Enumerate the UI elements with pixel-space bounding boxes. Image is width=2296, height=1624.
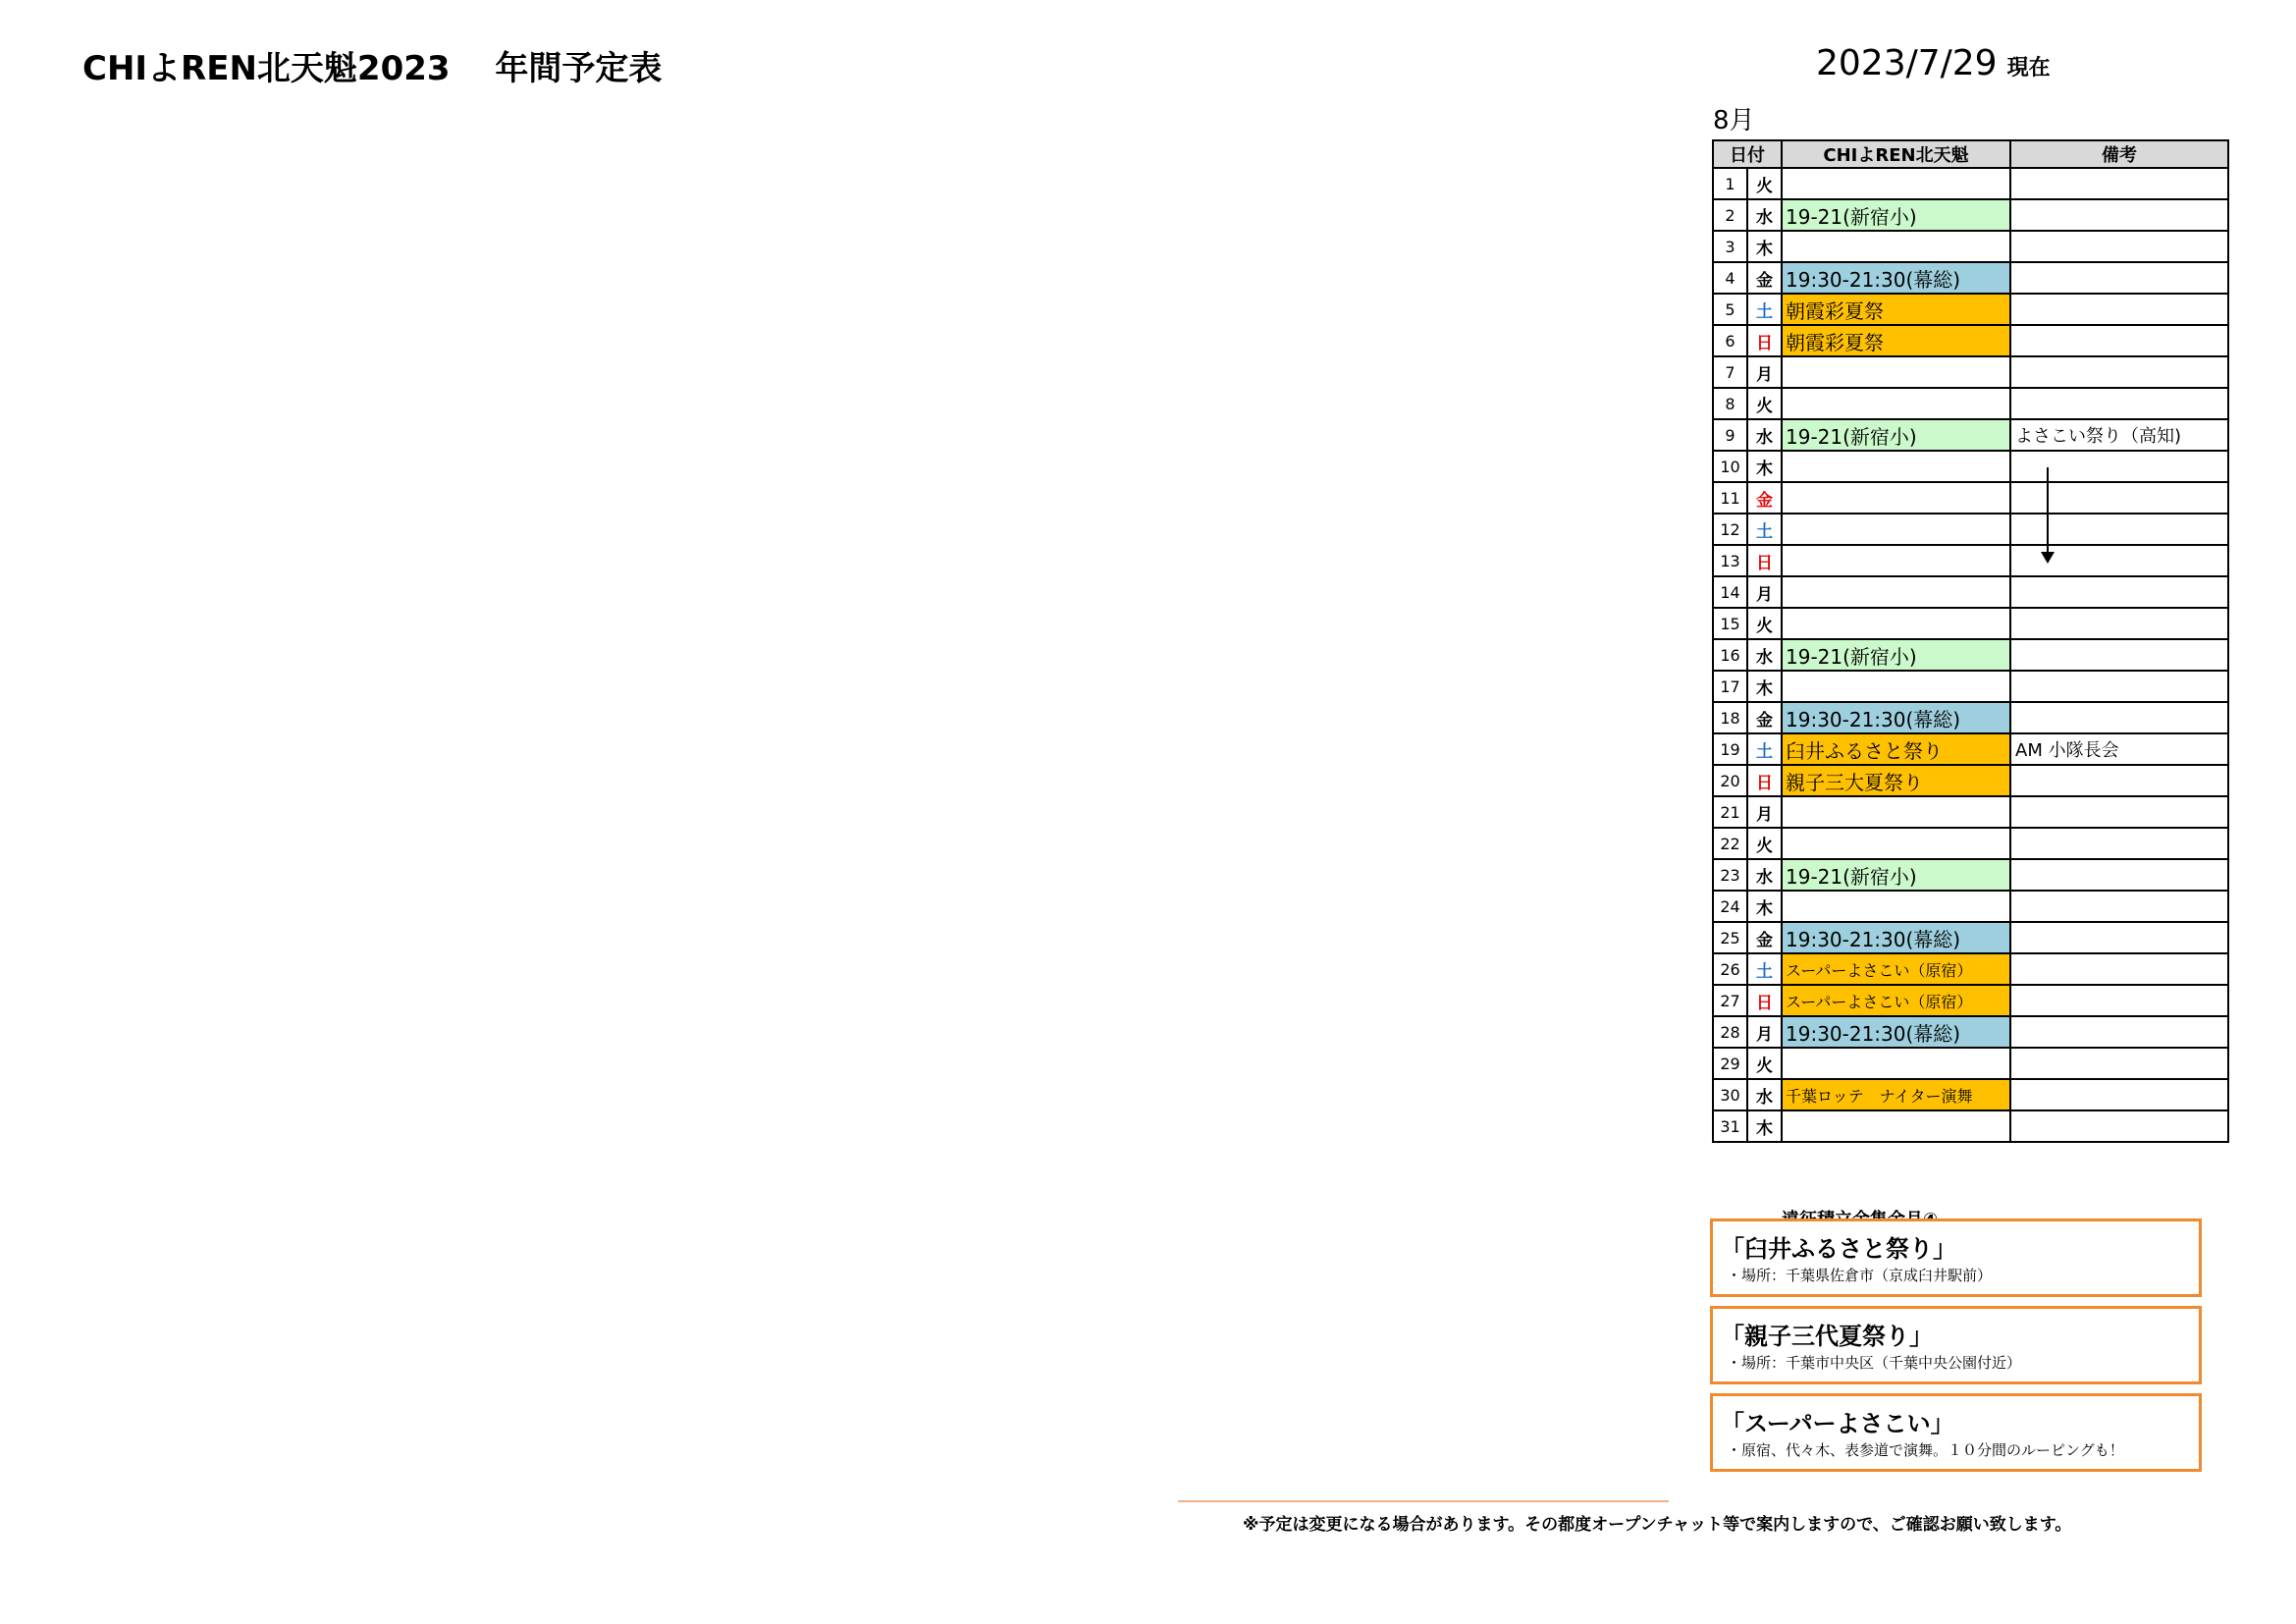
as-of-date-value: 2023/7/29 (1816, 43, 1998, 83)
event-cell (1782, 828, 2010, 859)
remark-cell (2010, 1016, 2228, 1048)
schedule-table (1712, 139, 2229, 1143)
weekday-cell: 木 (1747, 891, 1782, 922)
event-cell: 19-21(新宿小) (1782, 199, 2010, 231)
event-cell: 朝霞彩夏祭 (1782, 294, 2010, 325)
event-cell (1782, 1110, 2010, 1142)
remark-cell (2010, 953, 2228, 985)
event-cell: スーパーよさこい（原宿） (1782, 953, 2010, 985)
table-row (1713, 1110, 2228, 1142)
event-box-usui (1710, 1218, 2202, 1297)
table-row (1713, 765, 2228, 796)
weekday-cell: 日 (1747, 325, 1782, 356)
remark-cell (2010, 1110, 2228, 1142)
remark-cell: よさこい祭り（高知) (2010, 419, 2228, 451)
event-cell: 19-21(新宿小) (1782, 639, 2010, 671)
weekday-cell: 火 (1747, 168, 1782, 199)
remark-cell (2010, 576, 2228, 608)
remark-cell (2010, 388, 2228, 419)
day-cell: 26 (1713, 953, 1747, 985)
table-row (1713, 796, 2228, 828)
column-header-team: CHIよREN北天魁 (1782, 140, 2010, 168)
weekday-cell: 金 (1747, 262, 1782, 294)
weekday-cell: 水 (1747, 859, 1782, 891)
table-row (1713, 451, 2228, 482)
event-cell (1782, 671, 2010, 702)
arrow-down-icon (2041, 552, 2055, 564)
event-cell (1782, 796, 2010, 828)
remark-cell (2010, 482, 2228, 514)
table-row (1713, 1016, 2228, 1048)
day-cell: 28 (1713, 1016, 1747, 1048)
table-row (1713, 953, 2228, 985)
event-cell: 19:30-21:30(幕総) (1782, 702, 2010, 733)
table-row (1713, 671, 2228, 702)
day-cell: 14 (1713, 576, 1747, 608)
remark-cell (2010, 796, 2228, 828)
weekday-cell: 火 (1747, 828, 1782, 859)
weekday-cell: 月 (1747, 576, 1782, 608)
table-row (1713, 1048, 2228, 1079)
remark-cell (2010, 922, 2228, 953)
day-cell: 23 (1713, 859, 1747, 891)
table-row (1713, 1079, 2228, 1110)
table-row (1713, 482, 2228, 514)
remark-cell (2010, 514, 2228, 545)
table-row (1713, 859, 2228, 891)
table-row (1713, 199, 2228, 231)
day-cell: 19 (1713, 733, 1747, 765)
remark-cell (2010, 859, 2228, 891)
day-cell: 24 (1713, 891, 1747, 922)
remark-cell (2010, 765, 2228, 796)
event-cell (1782, 168, 2010, 199)
table-row (1713, 168, 2228, 199)
event-cell (1782, 451, 2010, 482)
weekday-cell: 金 (1747, 482, 1782, 514)
weekday-cell: 火 (1747, 388, 1782, 419)
remark-cell (2010, 1079, 2228, 1110)
event-cell (1782, 388, 2010, 419)
remark-cell (2010, 356, 2228, 388)
day-cell: 8 (1713, 388, 1747, 419)
table-row (1713, 891, 2228, 922)
day-cell: 17 (1713, 671, 1747, 702)
table-row (1713, 419, 2228, 451)
remark-cell (2010, 891, 2228, 922)
day-cell: 4 (1713, 262, 1747, 294)
day-cell: 20 (1713, 765, 1747, 796)
table-row (1713, 325, 2228, 356)
remark-cell (2010, 199, 2228, 231)
day-cell: 31 (1713, 1110, 1747, 1142)
table-row (1713, 231, 2228, 262)
month-label: 8月 (1713, 106, 1755, 135)
weekday-cell: 土 (1747, 294, 1782, 325)
weekday-cell: 木 (1747, 451, 1782, 482)
remark-cell: AM 小隊長会 (2010, 733, 2228, 765)
day-cell: 2 (1713, 199, 1747, 231)
table-row (1713, 828, 2228, 859)
weekday-cell: 日 (1747, 545, 1782, 576)
event-cell: 19:30-21:30(幕総) (1782, 262, 2010, 294)
remark-cell (2010, 231, 2228, 262)
table-row (1713, 702, 2228, 733)
remark-arrow-line (2047, 467, 2049, 554)
table-row (1713, 514, 2228, 545)
weekday-cell: 土 (1747, 514, 1782, 545)
weekday-cell: 木 (1747, 671, 1782, 702)
remark-cell (2010, 702, 2228, 733)
day-cell: 30 (1713, 1079, 1747, 1110)
weekday-cell: 月 (1747, 1016, 1782, 1048)
day-cell: 21 (1713, 796, 1747, 828)
event-cell: 19:30-21:30(幕総) (1782, 1016, 2010, 1048)
day-cell: 22 (1713, 828, 1747, 859)
day-cell: 11 (1713, 482, 1747, 514)
weekday-cell: 木 (1747, 1110, 1782, 1142)
weekday-cell: 土 (1747, 953, 1782, 985)
day-cell: 6 (1713, 325, 1747, 356)
event-cell: 朝霞彩夏祭 (1782, 325, 2010, 356)
schedule-body (1713, 168, 2228, 1142)
as-of-date-suffix: 現在 (2006, 56, 2051, 81)
remark-cell (2010, 294, 2228, 325)
table-row (1713, 294, 2228, 325)
weekday-cell: 水 (1747, 639, 1782, 671)
event-box-title: 「臼井ふるさと祭り」 (1721, 1235, 1956, 1263)
column-header-date: 日付 (1713, 140, 1782, 168)
event-cell (1782, 608, 2010, 639)
day-cell: 12 (1713, 514, 1747, 545)
remark-cell (2010, 985, 2228, 1016)
day-cell: 5 (1713, 294, 1747, 325)
remark-cell (2010, 671, 2228, 702)
day-cell: 25 (1713, 922, 1747, 953)
remark-cell (2010, 451, 2228, 482)
event-cell (1782, 1048, 2010, 1079)
table-row (1713, 985, 2228, 1016)
event-cell: 19-21(新宿小) (1782, 859, 2010, 891)
event-box-detail: ・場所：千葉市中央区（千葉中央公園付近） (1727, 1354, 2022, 1372)
event-box-detail: ・原宿、代々木、表参道で演舞。１０分間のルーピングも！ (1727, 1441, 2124, 1459)
event-cell (1782, 891, 2010, 922)
event-cell: 19-21(新宿小) (1782, 419, 2010, 451)
weekday-cell: 水 (1747, 199, 1782, 231)
day-cell: 1 (1713, 168, 1747, 199)
day-cell: 13 (1713, 545, 1747, 576)
weekday-cell: 土 (1747, 733, 1782, 765)
remark-cell (2010, 262, 2228, 294)
remark-cell (2010, 639, 2228, 671)
event-box-oyako (1710, 1306, 2202, 1384)
table-row (1713, 733, 2228, 765)
event-cell: スーパーよさこい（原宿） (1782, 985, 2010, 1016)
weekday-cell: 金 (1747, 922, 1782, 953)
table-row (1713, 356, 2228, 388)
schedule-header-row (1713, 140, 2228, 168)
column-header-remarks: 備考 (2010, 140, 2228, 168)
event-box-title: 「親子三代夏祭り」 (1721, 1323, 1933, 1350)
event-cell: 親子三大夏祭り (1782, 765, 2010, 796)
remark-cell (2010, 325, 2228, 356)
weekday-cell: 水 (1747, 1079, 1782, 1110)
event-cell (1782, 545, 2010, 576)
event-box-super-yosakoi (1710, 1393, 2202, 1472)
table-row (1713, 608, 2228, 639)
table-row (1713, 388, 2228, 419)
footer-note: ※予定は変更になる場合があります。その都度オープンチャット等で案内しますので、ご確認お願い致します。 (1243, 1515, 2072, 1535)
event-cell: 千葉ロッテ ナイター演舞 (1782, 1079, 2010, 1110)
day-cell: 27 (1713, 985, 1747, 1016)
remark-cell (2010, 1048, 2228, 1079)
day-cell: 15 (1713, 608, 1747, 639)
day-cell: 10 (1713, 451, 1747, 482)
day-cell: 29 (1713, 1048, 1747, 1079)
weekday-cell: 木 (1747, 231, 1782, 262)
remark-cell (2010, 168, 2228, 199)
event-box-title: 「スーパーよさこい」 (1721, 1410, 1954, 1437)
weekday-cell: 日 (1747, 985, 1782, 1016)
event-cell (1782, 576, 2010, 608)
event-box-detail: ・場所：千葉県佐倉市（京成臼井駅前） (1727, 1267, 1993, 1284)
table-row (1713, 576, 2228, 608)
table-row (1713, 922, 2228, 953)
table-row (1713, 639, 2228, 671)
event-cell (1782, 514, 2010, 545)
event-cell: 臼井ふるさと祭り (1782, 733, 2010, 765)
table-row (1713, 545, 2228, 576)
weekday-cell: 火 (1747, 1048, 1782, 1079)
weekday-cell: 月 (1747, 356, 1782, 388)
day-cell: 3 (1713, 231, 1747, 262)
remark-cell (2010, 828, 2228, 859)
remark-cell (2010, 608, 2228, 639)
day-cell: 16 (1713, 639, 1747, 671)
weekday-cell: 火 (1747, 608, 1782, 639)
footer-divider (1178, 1500, 1669, 1502)
weekday-cell: 金 (1747, 702, 1782, 733)
event-cell (1782, 231, 2010, 262)
page-title: CHIよREN北天魁2023 年間予定表 (82, 49, 663, 88)
weekday-cell: 水 (1747, 419, 1782, 451)
as-of-date (1816, 43, 2051, 83)
day-cell: 7 (1713, 356, 1747, 388)
table-row (1713, 262, 2228, 294)
weekday-cell: 日 (1747, 765, 1782, 796)
day-cell: 9 (1713, 419, 1747, 451)
event-cell (1782, 356, 2010, 388)
event-cell: 19:30-21:30(幕総) (1782, 922, 2010, 953)
day-cell: 18 (1713, 702, 1747, 733)
weekday-cell: 月 (1747, 796, 1782, 828)
event-cell (1782, 482, 2010, 514)
